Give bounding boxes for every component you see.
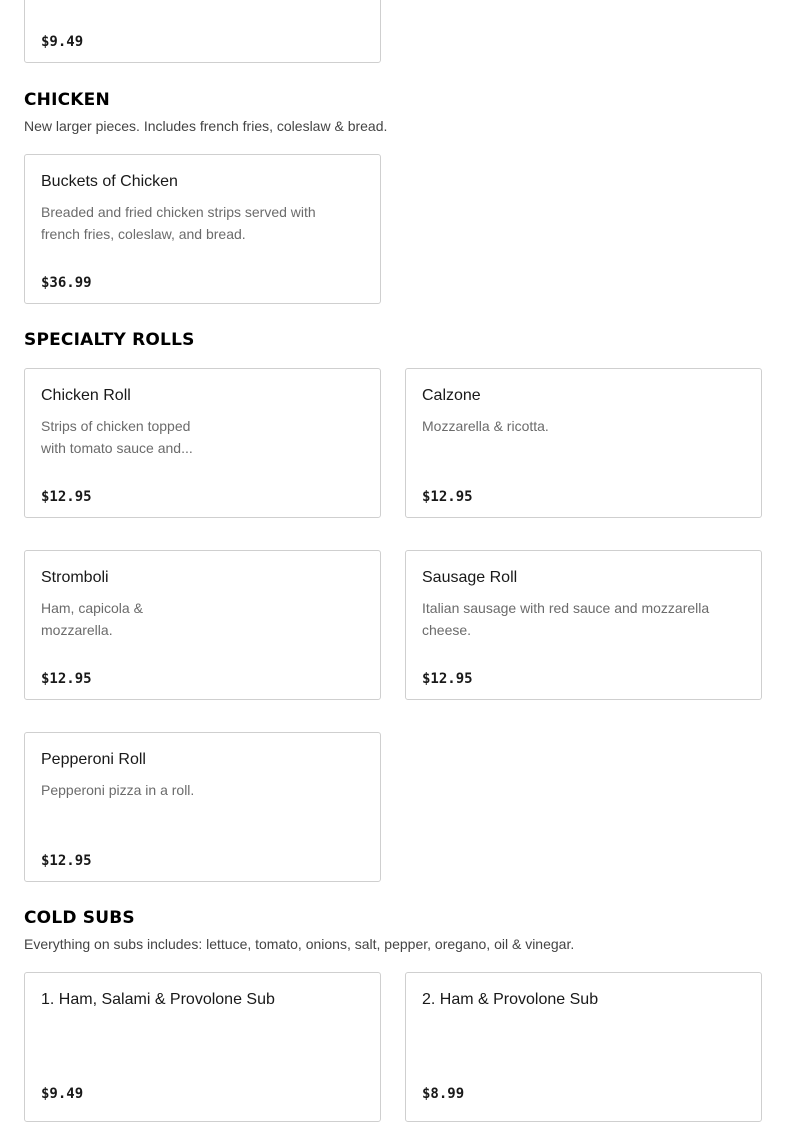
item-name: Chicken Roll	[41, 387, 131, 404]
item-name: 2. Ham & Provolone Sub	[422, 991, 599, 1008]
item-price: $12.95	[41, 671, 92, 687]
item-price: $9.49	[41, 1086, 84, 1102]
item-description: Strips of chicken topped with tomato sauce and...	[41, 418, 193, 456]
menu-item-card-calzone[interactable]	[405, 368, 762, 518]
item-description: Ham, capicola & mozzarella.	[41, 600, 143, 638]
menu-item-card-ham-salami-provolone-sub[interactable]	[24, 972, 381, 1122]
item-name: 1. Ham, Salami & Provolone Sub	[41, 991, 275, 1008]
item-name: Calzone	[422, 387, 481, 404]
item-price: $36.99	[41, 275, 92, 291]
menu-item-card-ham-provolone-sub[interactable]	[405, 972, 762, 1122]
item-price: $9.49	[41, 34, 84, 50]
section-title-chicken: CHICKEN	[24, 90, 110, 110]
menu-item-card-stromboli[interactable]	[24, 550, 381, 700]
menu-item-card-buckets-of-chicken[interactable]	[24, 154, 381, 304]
item-price: $12.95	[41, 489, 92, 505]
section-title-cold-subs: COLD SUBS	[24, 908, 135, 928]
menu-item-card[interactable]	[24, 0, 381, 63]
item-name: Stromboli	[41, 569, 109, 586]
item-name: Sausage Roll	[422, 569, 518, 586]
section-title-specialty-rolls: SPECIALTY ROLLS	[24, 330, 195, 350]
section-description-chicken: New larger pieces. Includes french fries, coleslaw & bread.	[24, 118, 388, 134]
menu-item-card-chicken-roll[interactable]	[24, 368, 381, 518]
item-price: $8.99	[422, 1086, 465, 1102]
item-price: $12.95	[41, 853, 92, 869]
item-description: Italian sausage with red sauce and mozzarella cheese.	[422, 600, 710, 638]
section-description-cold-subs: Everything on subs includes: lettuce, tomato, onions, salt, pepper, oregano, oil & vinegar.	[24, 936, 575, 952]
item-name: Buckets of Chicken	[41, 173, 178, 190]
item-description: Mozzarella & ricotta.	[422, 418, 549, 434]
item-price: $12.95	[422, 489, 473, 505]
menu-item-card-pepperoni-roll[interactable]	[24, 732, 381, 882]
item-price: $12.95	[422, 671, 473, 687]
item-name: Pepperoni Roll	[41, 751, 146, 768]
item-description: Breaded and fried chicken strips served with french fries, coleslaw, and bread.	[41, 204, 316, 242]
item-description: Pepperoni pizza in a roll.	[41, 782, 195, 798]
menu-item-card-sausage-roll[interactable]	[405, 550, 762, 700]
